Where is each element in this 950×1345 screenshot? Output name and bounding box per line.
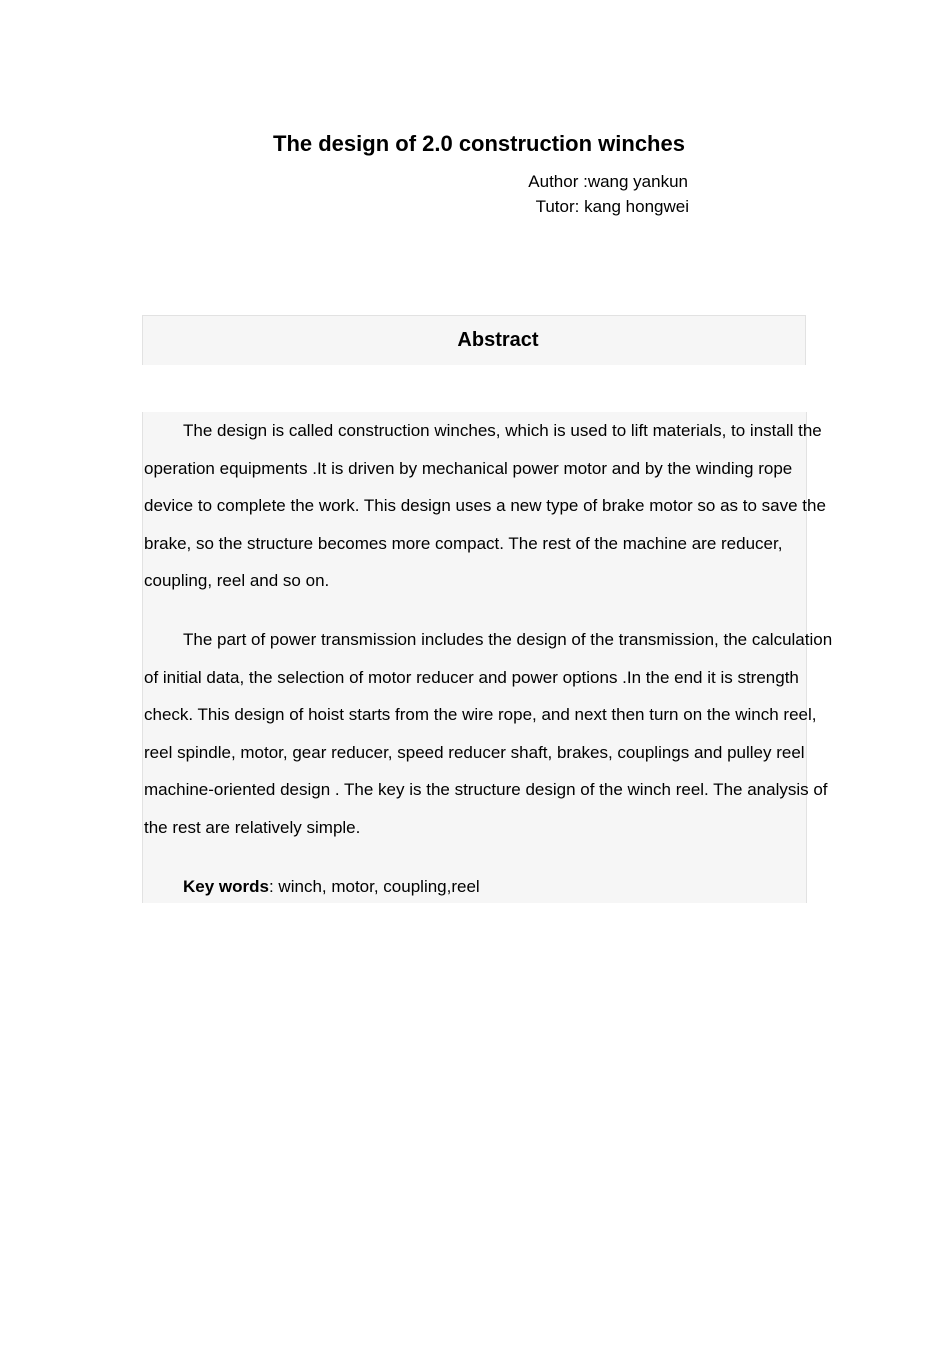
- keywords-line: [183, 873, 480, 901]
- author-line: Author :wang yankun: [528, 172, 688, 191]
- abstract-heading: Abstract: [457, 329, 539, 351]
- tutor-line: Tutor: kang hongwei: [535, 197, 689, 216]
- abstract-paragraph-2: The part of power transmission includes the design of the transmission, the calculation of initial data, the selection of motor reducer and power options .In the end it is strength check. This design of hoist starts from the wire rope, and next then turn on the winch reel, reel spindle, motor, gear reducer, speed reducer shaft, brakes, couplings and pulley reel machine-oriented design . The key is the structure design of the winch reel. The analysis of the rest are relatively simple.: [144, 630, 833, 837]
- keywords-label: Key words: [183, 877, 269, 896]
- abstract-paragraph-1: The design is called construction winches, which is used to lift materials, to install the operation equipments .It is driven by mechanical power motor and by the winding rope device to complete the work. This design uses a new type of brake motor so as to save the brake, so the structure becomes more compact. The rest of the machine are reducer, coupling, reel and so on.: [144, 421, 826, 590]
- abstract-heading-panel: [142, 315, 806, 365]
- abstract-body-panel: [142, 412, 833, 903]
- keywords-value: : winch, motor, coupling,reel: [268, 877, 480, 896]
- document-title: The design of 2.0 construction winches: [273, 131, 685, 156]
